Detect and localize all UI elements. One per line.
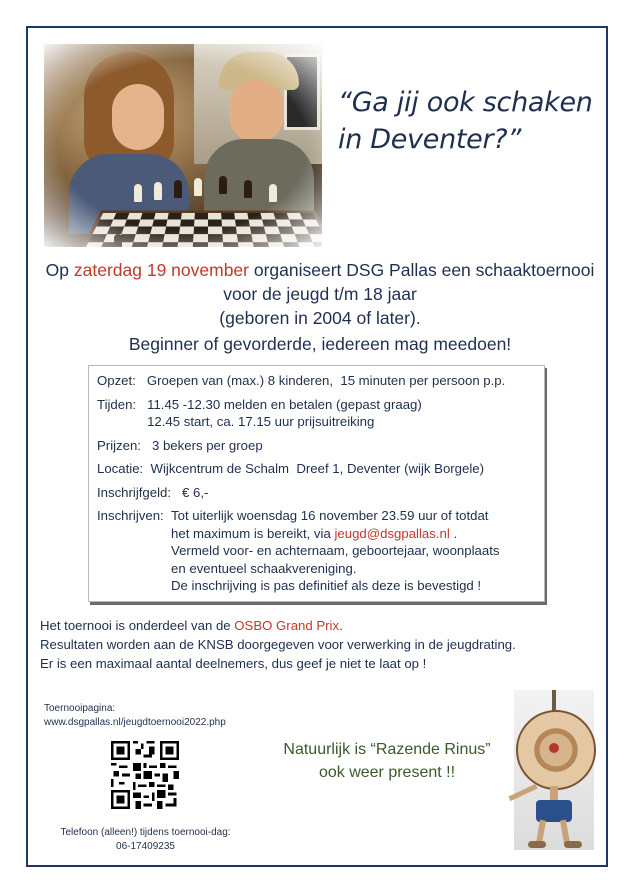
inschrijven-via-text: het maximum is bereikt, via [171, 525, 335, 541]
osbo-dot: . [339, 618, 343, 633]
phone-number[interactable]: 06-17409235 [116, 841, 175, 852]
info-label-tijden: Tijden: [97, 396, 148, 412]
info-value-inschrijven-1: Tot uiterlijk woensdag 16 november 23.59 uur of totdat [171, 508, 489, 523]
info-value-inschrijfgeld: € 6,- [182, 484, 209, 500]
info-row-inschrijven [97, 507, 536, 595]
event-date: zaterdag 19 november [73, 260, 249, 280]
info-value-opzet: Groepen van (max.) 8 kinderen, 15 minuten per persoon p.p. [146, 373, 506, 388]
info-value-inschrijven-4: en eventueel schaakvereniging. [171, 560, 357, 576]
info-label-inschrijfgeld: Inschrijfgeld: [97, 484, 183, 500]
intro-text [32, 258, 608, 356]
info-label-prijzen: Prijzen: [97, 437, 152, 453]
headline-quote [338, 84, 598, 158]
info-label-opzet: Opzet: [97, 373, 147, 388]
info-value-tijden-1: 11.45 -12.30 melden en betalen (gepast graag) [147, 396, 422, 412]
quote-line-1: “Ga jij ook schaken [338, 87, 593, 118]
info-value-inschrijven-2 [171, 525, 499, 543]
intro-line-1 [32, 258, 608, 282]
osbo-text: Het toernooi is onderdeel van de [40, 618, 235, 633]
quote-line-2: in Deventer?” [338, 124, 522, 155]
info-row-prijzen [97, 437, 536, 455]
phone-block [48, 826, 243, 854]
info-value-inschrijven-3: Vermeld voor- en achternaam, geboortejaar, woonplaats [171, 543, 500, 558]
info-value-prijzen: 3 bekers per groep [151, 437, 263, 453]
info-value-locatie: Wijkcentrum de Schalm Dreef 1, Deventer (wijk Borgele) [150, 461, 484, 476]
intro-op: Op [45, 260, 74, 280]
phone-label: Telefoon (alleen!) tijdens toernooi-dag: [60, 827, 231, 838]
osbo-link[interactable]: OSBO Grand Prix [234, 618, 340, 633]
knsb-line: Resultaten worden aan de KNSB doorgegeven voor verwerking in de jeugdrating. [40, 637, 516, 652]
info-row-locatie [97, 460, 536, 478]
info-value-inschrijven-5: De inschrijving is pas definitief als deze is bevestigd ! [171, 578, 482, 593]
max-line: Er is een maximaal aantal deelnemers, dus geef je niet te laat op ! [40, 656, 427, 671]
intro-line-1-rest: organiseert DSG Pallas een schaaktoernooi [249, 260, 595, 280]
footer-text [40, 616, 600, 673]
inschrijven-dot: . [449, 525, 458, 541]
info-row-opzet [97, 372, 536, 390]
info-label-inschrijven: Inschrijven: [97, 508, 172, 523]
tournament-page-label: Toernooipagina: [44, 703, 116, 714]
intro-line-2: voor de jeugd t/m 18 jaar [223, 284, 417, 304]
qr-code[interactable] [111, 741, 179, 809]
info-label-locatie: Locatie: [97, 461, 151, 476]
rinus-line-1: Natuurlijk is “Razende Rinus” [283, 741, 491, 758]
razende-rinus-clock-image [514, 690, 594, 850]
intro-line-3: (geboren in 2004 of later). [219, 308, 421, 328]
intro-line-4: Beginner of gevorderde, iedereen mag meedoen! [128, 334, 512, 354]
info-row-tijden [97, 396, 536, 431]
osbo-line [40, 616, 600, 635]
rinus-line-2: ook weer present !! [318, 764, 456, 781]
info-value-tijden-2: 12.45 start, ca. 17.15 uur prijsuitreiking [147, 414, 375, 429]
info-box [88, 365, 545, 602]
chess-kids-photo [44, 44, 322, 247]
chessboard-image [61, 211, 322, 247]
info-row-inschrijfgeld [97, 484, 536, 502]
email-link[interactable]: jeugd@dsgpallas.nl [334, 525, 450, 541]
razende-rinus-text [262, 738, 512, 784]
tournament-page-url[interactable]: www.dsgpallas.nl/jeugdtoernooi2022.php [44, 717, 226, 728]
tournament-page-block [44, 702, 226, 730]
